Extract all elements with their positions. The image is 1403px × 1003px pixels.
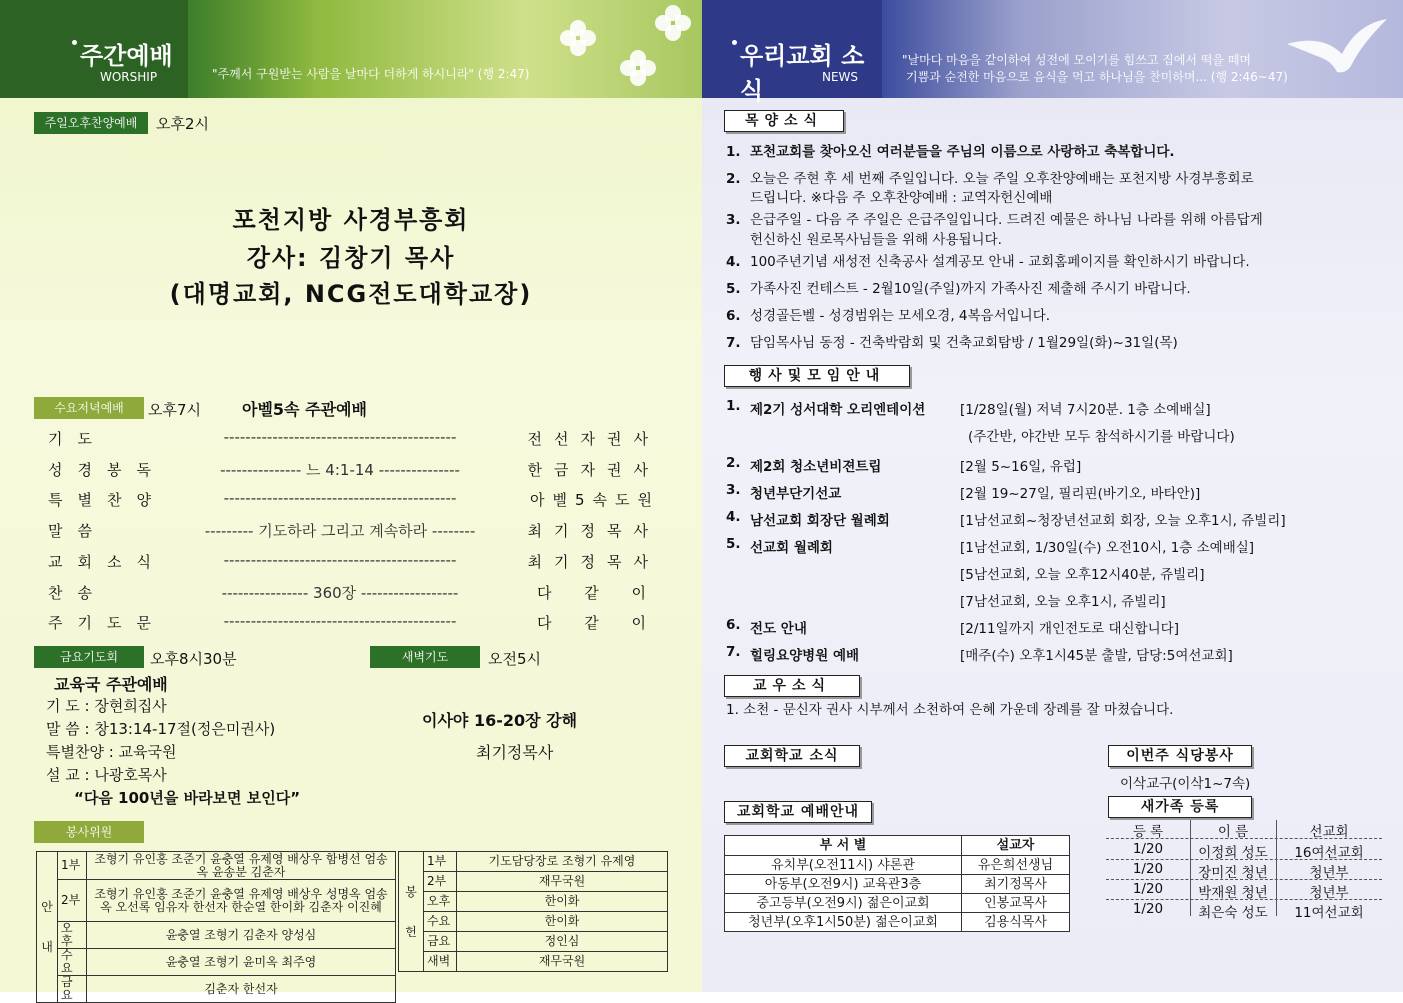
event-name: 전도 안내 <box>750 621 807 637</box>
newfamily-date: 1/20 <box>1132 861 1164 877</box>
order-label: 주기도문 <box>48 614 166 632</box>
event-num: 3. <box>726 482 741 498</box>
school-header: 부 서 별 <box>725 836 962 856</box>
school-dept: 아동부(오전9시) 교육관3층 <box>725 875 962 894</box>
offering-table <box>398 851 668 972</box>
friday-line: 말 씀 : 창13:14-17절(정은미권사) <box>46 720 276 738</box>
offering-part: 금요 <box>424 932 457 952</box>
newfamily-date: 1/20 <box>1132 841 1164 857</box>
order-detail: ------------------------------------------- <box>223 489 457 507</box>
friday-line: 기 도 : 장현희집사 <box>46 697 167 715</box>
order-detail: --------- 기도하라 그리고 계속하라 -------- <box>204 522 476 540</box>
friday-line: 특별찬양 : 교육국원 <box>46 743 177 761</box>
meal-value: 이삭교구(이삭1~7속) <box>1120 776 1251 792</box>
order-label: 기도 <box>48 430 107 448</box>
order-row <box>40 582 660 612</box>
wednesday-title: 아벨5속 주관예배 <box>242 400 367 419</box>
event-name: 제2기 성서대학 오리엔테이션 <box>750 402 926 418</box>
guide-part: 1부 <box>58 852 87 880</box>
news-num: 6. <box>726 308 741 324</box>
order-person: 최기정목사 <box>527 553 660 571</box>
news-text: 담임목사님 동정 - 건축박람회 및 건축교회탐방 / 1월29일(화)~31일(목) <box>750 335 1178 351</box>
order-person: 다 같 이 <box>536 584 660 602</box>
guide-names: 윤충열 조형기 윤미옥 최주영 <box>87 949 396 976</box>
news-text: 은급주일 - 다음 주 주일은 은급주일입니다. 드려진 예물은 하나님 나라를 위해 아름답게 <box>750 212 1263 228</box>
news-logo-title: 우리교회 소식 <box>740 42 865 105</box>
worship-logo <box>0 0 188 98</box>
order-detail: ------------------------------------------- <box>223 428 457 446</box>
worship-page <box>0 0 702 1002</box>
friday-title: 교육국 주관예배 <box>54 675 168 694</box>
event-num: 1. <box>726 398 741 414</box>
school-preacher: 김용식목사 <box>962 913 1070 932</box>
offering-label: 봉 헌 <box>399 852 424 972</box>
event-detail: [2/11일까지 개인전도로 대신합니다] <box>960 621 1179 637</box>
guide-part: 금요 <box>58 976 87 1003</box>
revival-title: 포천지방 사경부흥회 <box>232 206 470 234</box>
newfamily-name: 이정희 성도 <box>1198 845 1268 861</box>
guide-names: 조형기 유인홍 조준기 윤충열 유제영 배상우 성명옥 엄송옥 오선록 임유자 한선자 한순열 한이화 김춘자 이진혜 <box>87 880 396 922</box>
wednesday-tag: 수요저녁예배 <box>34 397 144 419</box>
friday-time: 오후8시30분 <box>150 650 237 668</box>
newfamily-header: 이 름 <box>1217 824 1249 840</box>
news-verse-line1: "날마다 마음을 같이하여 성전에 모이기를 힘쓰고 집에서 떡을 떼며 <box>902 53 1252 67</box>
offering-names: 기도담당장로 조형기 유제영 <box>457 852 668 872</box>
newfamily-header: 선교회 <box>1309 824 1349 840</box>
news-logo-sub: NEWS <box>822 70 859 84</box>
event-num: 5. <box>726 536 741 552</box>
offering-part: 1부 <box>424 852 457 872</box>
newfamily-date: 1/20 <box>1132 901 1164 917</box>
newfamily-name: 장미진 청년 <box>1198 865 1268 881</box>
flower-icon <box>620 50 656 86</box>
school-preacher: 최기정목사 <box>962 875 1070 894</box>
offering-part: 수요 <box>424 912 457 932</box>
news-page <box>702 0 1403 992</box>
school-preacher: 유은희선생님 <box>962 856 1070 875</box>
worship-logo-title: 주간예배 <box>80 42 173 70</box>
order-row <box>40 428 660 458</box>
event-detail: [매주(수) 오후1시45분 출발, 담당:5여선교회] <box>960 648 1233 664</box>
order-detail: ---------------- 360장 ------------------ <box>221 584 459 602</box>
dove-icon <box>1282 14 1392 84</box>
news-text: 포천교회를 찾아오신 여러분들을 주님의 이름으로 사랑하고 축복합니다. <box>750 144 1175 160</box>
order-row <box>40 489 660 519</box>
newfamily-name: 최은숙 성도 <box>1198 905 1268 921</box>
sunday-pm-tag: 주일오후찬양예배 <box>34 112 148 134</box>
dawn-title: 이사야 16-20장 강해 <box>422 711 578 730</box>
offering-names: 재무국원 <box>457 952 668 972</box>
order-label: 성경봉독 <box>48 461 166 479</box>
school-table <box>724 835 1070 932</box>
dawn-preacher: 최기정목사 <box>476 743 554 762</box>
order-detail: --------------- 느 4:1-14 --------------- <box>220 461 460 479</box>
members-title: 교우소식 <box>724 675 860 697</box>
order-detail: ------------------------------------------- <box>223 551 457 569</box>
order-person: 다 같 이 <box>536 614 660 632</box>
news-num: 3. <box>726 212 741 228</box>
event-detail: [2월 5~16일, 유럽] <box>960 459 1082 475</box>
order-person: 한금자권사 <box>527 461 660 479</box>
event-detail: [1/28일(월) 저녁 7시20분. 1층 소예배실] <box>960 402 1211 418</box>
order-row <box>40 612 660 642</box>
newfamily-name: 박재원 청년 <box>1198 885 1268 901</box>
offering-part: 2부 <box>424 872 457 892</box>
order-label: 말씀 <box>48 522 107 540</box>
event-detail: [5남선교회, 오늘 오후12시40분, 쥬빌리] <box>960 567 1205 583</box>
friday-line: 설 교 : 나광호목사 <box>46 766 167 784</box>
event-name: 선교회 월례회 <box>750 540 833 556</box>
event-num: 2. <box>726 455 741 471</box>
dawn-tag: 새벽기도 <box>370 646 480 668</box>
news-text: 100주년기념 새성전 신축공사 설계공모 안내 - 교회홈페이지를 확인하시기 바랍니다. <box>750 254 1250 270</box>
friday-sermon-title: “다음 100년을 바라보면 보인다” <box>74 789 301 807</box>
news-verse-line2: 기쁨과 순전한 마음으로 음식을 먹고 하나님을 찬미하며... (행 2:46~47) <box>906 70 1288 84</box>
revival-speaker: 강사: 김창기 목사 <box>246 244 456 272</box>
worship-logo-sub: WORSHIP <box>100 70 158 84</box>
order-person: 전선자권사 <box>527 430 660 448</box>
event-name: 힐링요양병원 예배 <box>750 648 860 664</box>
offering-part: 새벽 <box>424 952 457 972</box>
order-person: 아벨5속도원 <box>530 491 660 509</box>
event-detail: [7남선교회, 오늘 오후1시, 쥬빌리] <box>960 594 1166 610</box>
worship-verse: "주께서 구원받는 사람을 날마다 더하게 하시니라" (행 2:47) <box>212 67 530 81</box>
events-title: 행사및모임안내 <box>724 365 910 387</box>
logo-dot-icon <box>72 40 77 45</box>
members-item: 1. 소천 - 문신자 권사 시부께서 소천하여 은혜 가운데 장례를 잘 마쳤습니다. <box>726 702 1174 718</box>
event-detail: [2월 19~27일, 필리핀(바기오, 바타안)] <box>960 486 1201 502</box>
event-detail: (주간반, 야간반 모두 참석하시기를 바랍니다) <box>968 429 1235 445</box>
guide-names: 김춘자 한선자 <box>87 976 396 1003</box>
order-label: 특별찬양 <box>48 491 166 509</box>
news-logo <box>702 0 882 105</box>
news-text: 오늘은 주현 후 세 번째 주일입니다. 오늘 주일 오후찬양예배는 포천지방 사경부흥회로 <box>750 171 1254 187</box>
newfamily-header: 등 록 <box>1132 824 1164 840</box>
dawn-time: 오전5시 <box>488 650 542 668</box>
worship-header <box>0 0 702 98</box>
guide-names: 조형기 유인홍 조준기 윤충열 유제영 배상우 함병선 엄송옥 윤송분 김춘자 <box>87 852 396 880</box>
newfamily-title: 새가족 등록 <box>1108 796 1252 818</box>
school-guide-title: 교회학교 예배안내 <box>724 801 872 823</box>
school-dept: 중고등부(오전9시) 젊은이교회 <box>725 894 962 913</box>
guide-label: 안 내 <box>37 852 58 1003</box>
order-row <box>40 459 660 489</box>
event-num: 6. <box>726 617 741 633</box>
event-name: 제2회 청소년비젼트립 <box>750 459 882 475</box>
offering-names: 재무국원 <box>457 872 668 892</box>
news-num: 2. <box>726 171 741 187</box>
event-detail: [1남선교회~청장년선교회 회장, 오늘 오후1시, 쥬빌리] <box>960 513 1286 529</box>
newfamily-date: 1/20 <box>1132 881 1164 897</box>
order-label: 교회소식 <box>48 553 166 571</box>
news-num: 4. <box>726 254 741 270</box>
order-person: 최기정목사 <box>527 522 660 540</box>
school-dept: 청년부(오후1시50분) 젊은이교회 <box>725 913 962 932</box>
event-name: 청년부단기선교 <box>750 486 842 502</box>
friday-tag: 금요기도회 <box>34 646 144 668</box>
news-num: 5. <box>726 281 741 297</box>
order-row <box>40 520 660 550</box>
flower-icon <box>560 20 596 56</box>
order-detail: ------------------------------------------- <box>223 612 457 630</box>
news-text: 가족사진 컨테스트 - 2월10일(주일)까지 가족사진 제출해 주시기 바랍니다. <box>750 281 1191 297</box>
guide-table <box>36 851 396 1003</box>
guide-part: 오후 <box>58 922 87 949</box>
event-num: 4. <box>726 509 741 525</box>
news-header <box>702 0 1403 105</box>
school-preacher: 인봉교목사 <box>962 894 1070 913</box>
offering-part: 오후 <box>424 892 457 912</box>
guide-part: 수요 <box>58 949 87 976</box>
newfamily-group: 11여선교회 <box>1294 905 1364 921</box>
order-label: 찬송 <box>48 584 107 602</box>
sunday-pm-time: 오후2시 <box>156 115 210 133</box>
guide-names: 윤충열 조형기 김춘자 양성심 <box>87 922 396 949</box>
meal-title: 이번주 식당봉사 <box>1108 745 1252 767</box>
pastoral-title: 목양소식 <box>724 110 844 132</box>
school-dept: 유치부(오전11시) 샤론관 <box>725 856 962 875</box>
school-title: 교회학교 소식 <box>724 745 860 767</box>
wednesday-time: 오후7시 <box>148 401 202 419</box>
flower-icon <box>655 5 691 41</box>
newfamily-group: 청년부 <box>1309 865 1349 881</box>
offering-names: 한이화 <box>457 912 668 932</box>
news-text: 드립니다. ※다음 주 오후찬양예배 : 교역자헌신예배 <box>750 190 1053 206</box>
service-committee-tag: 봉사위원 <box>34 821 144 843</box>
event-num: 7. <box>726 644 741 660</box>
offering-names: 정인심 <box>457 932 668 952</box>
guide-part: 2부 <box>58 880 87 922</box>
newfamily-group: 청년부 <box>1309 885 1349 901</box>
revival-speaker-affiliation: (대명교회, NCG전도대학교장) <box>169 280 533 308</box>
school-header: 설교자 <box>962 836 1070 856</box>
event-detail: [1남선교회, 1/30일(수) 오전10시, 1층 소예배실] <box>960 540 1255 556</box>
logo-dot-icon <box>732 40 737 45</box>
order-row <box>40 551 660 581</box>
event-name: 남선교회 회장단 월례회 <box>750 513 890 529</box>
news-text: 헌신하신 원로목사님들을 위해 사용됩니다. <box>750 232 1002 248</box>
news-num: 7. <box>726 335 741 351</box>
offering-names: 한이화 <box>457 892 668 912</box>
newfamily-group: 16여선교회 <box>1294 845 1364 861</box>
news-text: 성경골든벨 - 성경범위는 모세오경, 4복음서입니다. <box>750 308 1051 324</box>
news-num: 1. <box>726 144 741 160</box>
